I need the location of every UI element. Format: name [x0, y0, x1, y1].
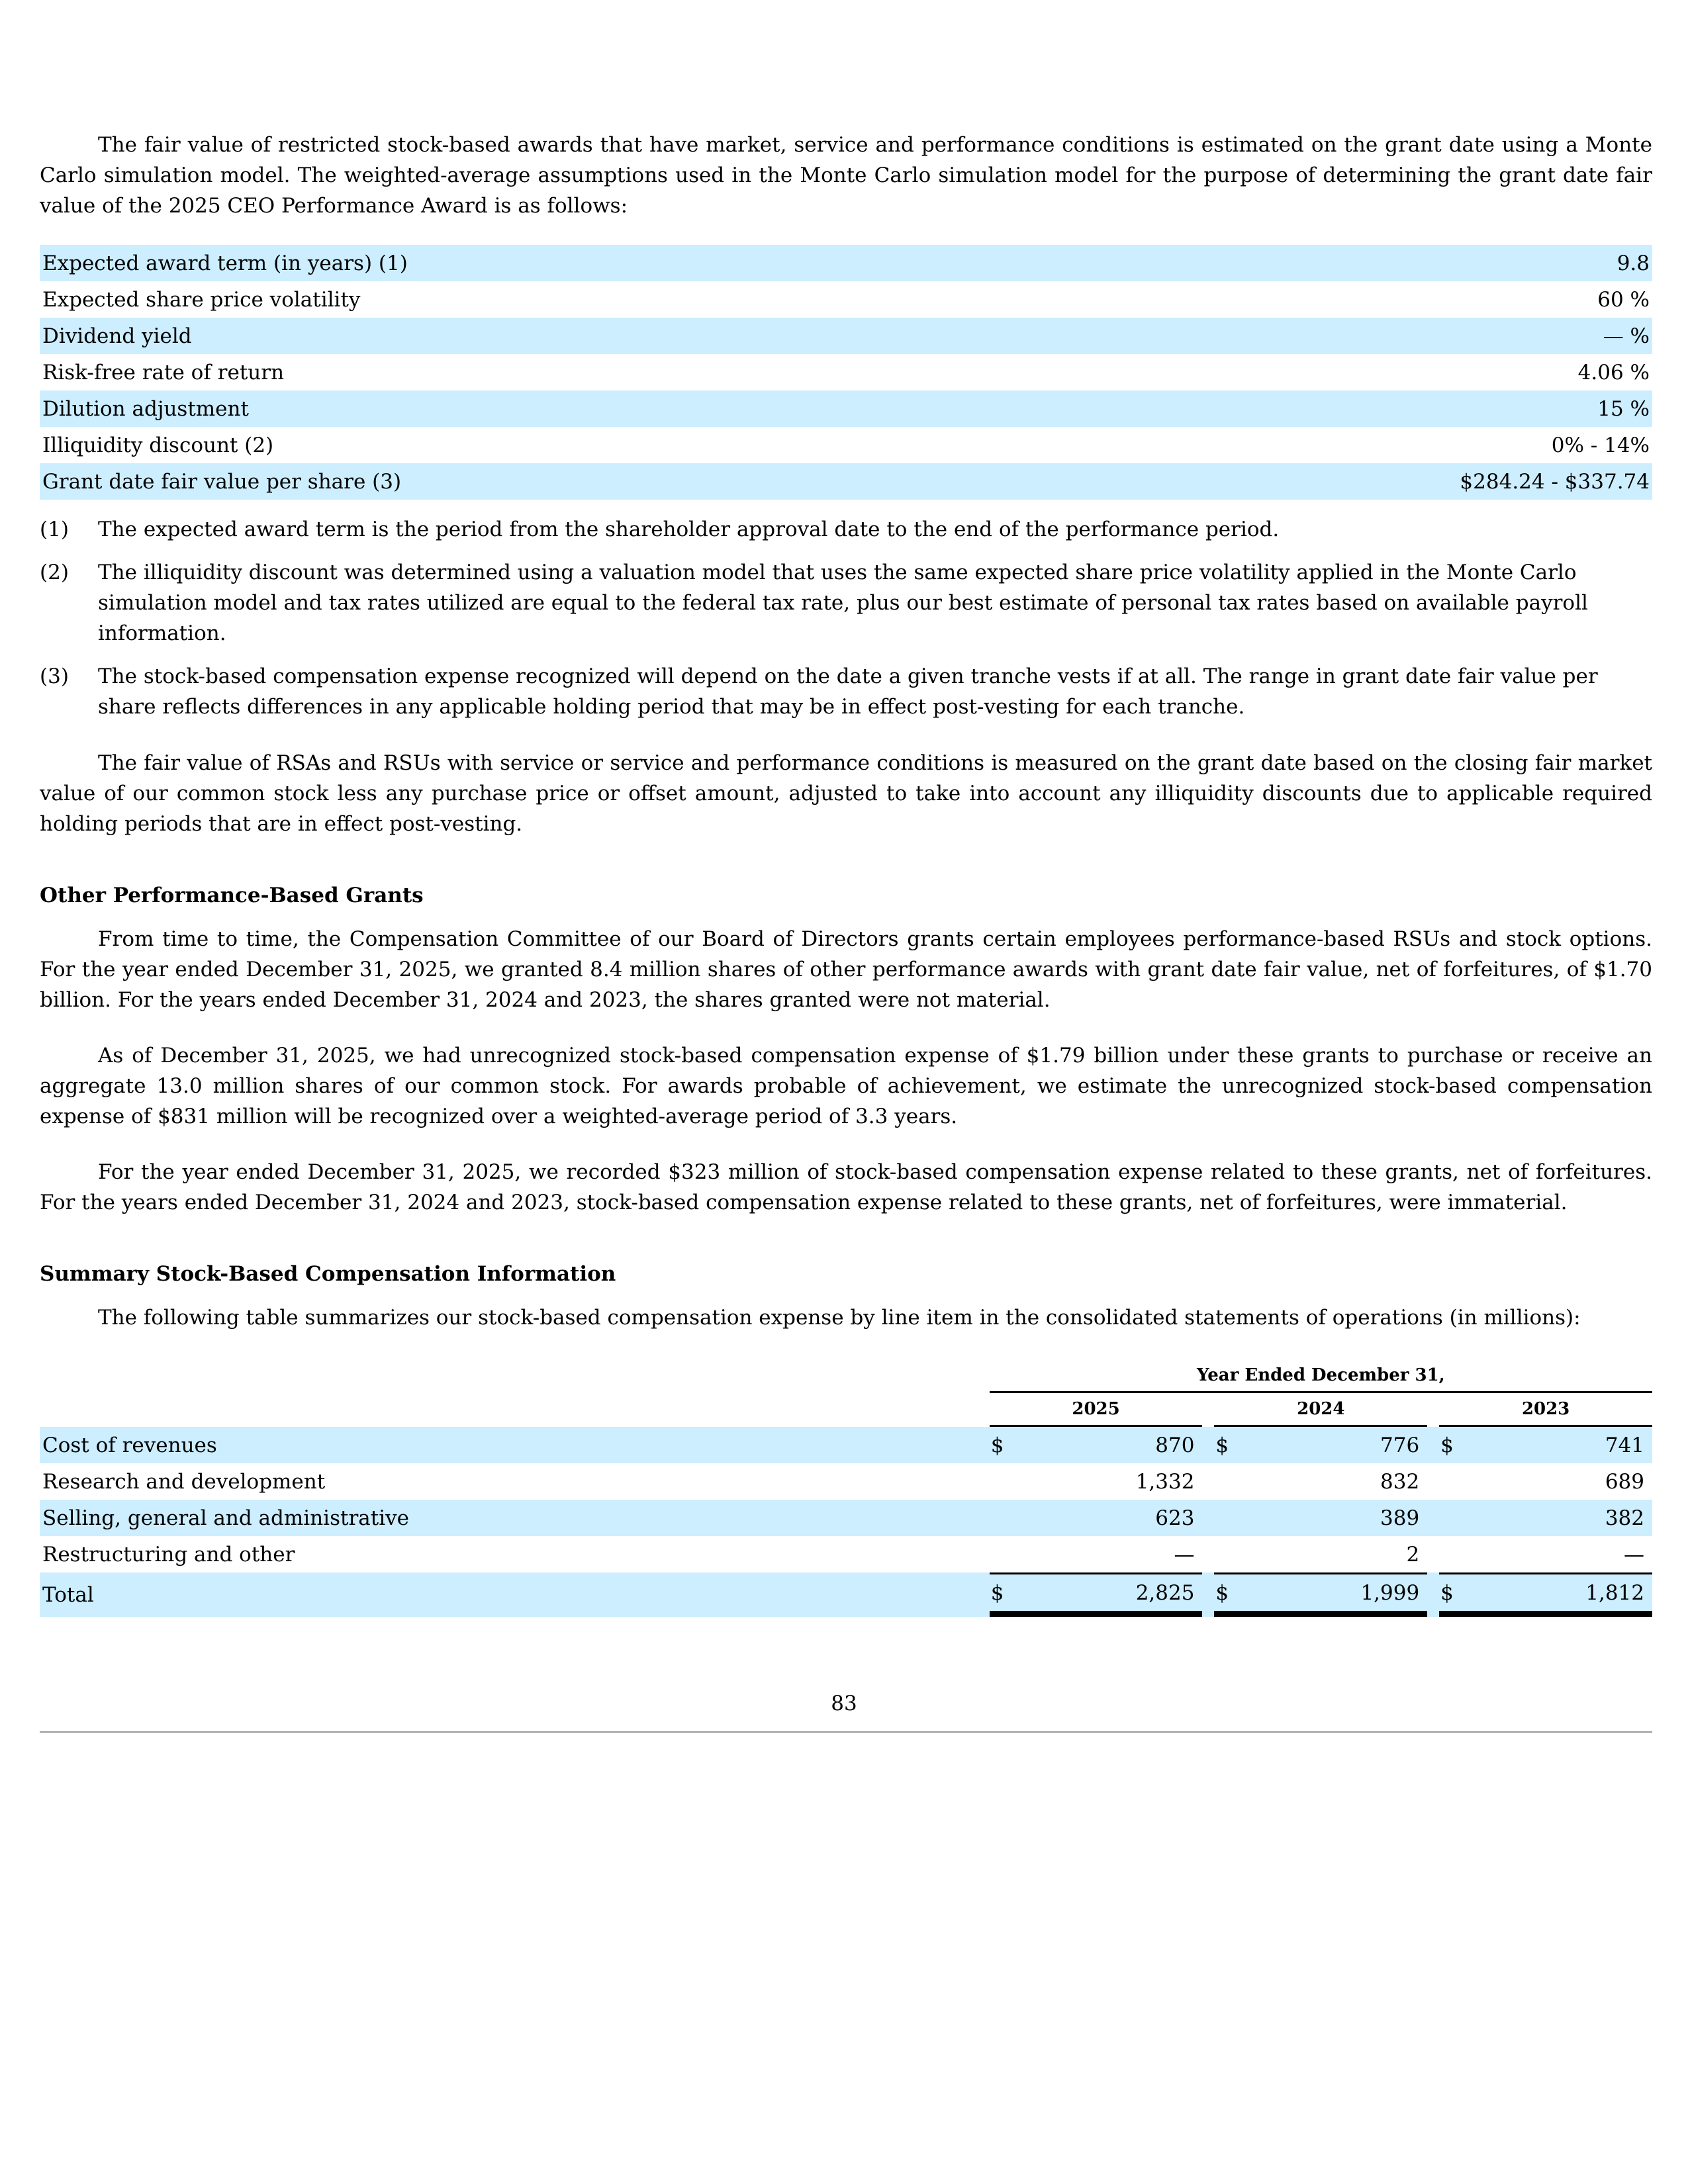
- currency-symbol: [1439, 1463, 1456, 1500]
- table-row: [40, 1427, 1652, 1463]
- document-page: [40, 130, 1652, 1617]
- cell-value: 832: [1380, 1469, 1420, 1494]
- currency-symbol: [990, 1536, 1007, 1572]
- cell-value: 382: [1456, 1500, 1652, 1536]
- row-label: Selling, general and administrative: [40, 1500, 990, 1536]
- footnote: [40, 557, 1652, 649]
- currency-symbol: $: [990, 1572, 1007, 1617]
- year-header: 2025: [990, 1393, 1203, 1427]
- footnote-text: The expected award term is the period from the shareholder approval date to the end of the performance period.: [98, 518, 1280, 541]
- period-header: Year Ended December 31,: [990, 1359, 1652, 1393]
- currency-symbol: [1214, 1463, 1231, 1500]
- table-header-row: [40, 1359, 1652, 1393]
- cell-value: 389: [1231, 1500, 1427, 1536]
- other-grants-paragraph-1: From time to time, the Compensation Committee of our Board of Directors grants certain employees performance-based RSUs and stock options. For the year ended December 31, 2025, we granted 8.4 million shares of other performance awards with grant date fair value, net of forfeitures, of $1.70 billion. For the years ended December 31, 2024 and 2023, the shares granted were not material.: [40, 927, 1652, 1012]
- summary-heading: Summary Stock-Based Compensation Information: [40, 1262, 616, 1286]
- row-label: Restructuring and other: [42, 1542, 295, 1567]
- rsa-paragraph: The fair value of RSAs and RSUs with service or service and performance conditions is measured on the grant date based on the closing fair market value of our common stock less any purchase price or offset amount, adjusted to take into account any illiquidity discounts due to applicable required holding periods that are in effect post-vesting.: [40, 751, 1652, 836]
- cell-value: 1,332: [1135, 1469, 1195, 1494]
- currency-symbol: [1439, 1500, 1456, 1536]
- assumption-value: 60 %: [1597, 287, 1650, 312]
- summary-intro: The following table summarizes our stock-based compensation expense by line item in the consolidated statements of operations (in millions):: [98, 1306, 1581, 1330]
- footnote: [40, 661, 1652, 722]
- page-number: 83: [831, 1692, 857, 1715]
- assumption-label: Dividend yield: [40, 318, 1096, 354]
- assumption-label: Grant date fair value per share (3): [40, 463, 1096, 500]
- currency-symbol: $: [990, 1427, 1007, 1463]
- assumption-value: 9.8: [1096, 245, 1652, 281]
- currency-symbol: $: [1439, 1572, 1456, 1617]
- cell-value: —: [1624, 1542, 1644, 1567]
- year-header: 2024: [1214, 1393, 1427, 1427]
- currency-symbol: [1439, 1536, 1456, 1572]
- year-header: 2023: [1439, 1393, 1652, 1427]
- assumption-value: 4.06 %: [1577, 360, 1650, 385]
- assumption-label: Expected award term (in years) (1): [40, 245, 1096, 281]
- assumption-value: 0% - 14%: [1551, 433, 1650, 457]
- intro-paragraph: The fair value of restricted stock-based awards that have market, service and performance conditions is estimated on the grant date using a Monte Carlo simulation model. The weighted-average assumptions used in the Monte Carlo simulation model for the purpose of determining the grant date fair value of the 2025 CEO Performance Award is as follows:: [40, 133, 1652, 218]
- cell-value: 2: [1406, 1542, 1420, 1567]
- cell-value: 870: [1007, 1427, 1203, 1463]
- cell-value: 1,999: [1231, 1572, 1427, 1617]
- table-row: [40, 427, 1652, 463]
- currency-symbol: $: [1439, 1427, 1456, 1463]
- assumption-value: $284.24 - $337.74: [1096, 463, 1652, 500]
- assumption-label: Illiquidity discount (2): [42, 433, 274, 457]
- table-row: [40, 354, 1652, 390]
- table-row: [40, 390, 1652, 427]
- row-label: Total: [40, 1572, 990, 1617]
- table-row: [40, 245, 1652, 281]
- footnote-text: The illiquidity discount was determined using a valuation model that uses the same expected share price volatility applied in the Monte Carlo simulation model and tax rates utilized are equal to the federal tax rate, plus our best estimate of personal tax rates based on available payroll information.: [98, 561, 1588, 645]
- row-label: Research and development: [42, 1469, 326, 1494]
- cell-value: 623: [1007, 1500, 1203, 1536]
- assumption-value: 15 %: [1096, 390, 1652, 427]
- total-row: [40, 1572, 1652, 1617]
- footer-divider: [40, 1731, 1652, 1733]
- footnote: [40, 514, 1652, 545]
- table-row: [40, 1536, 1652, 1572]
- assumption-value: — %: [1096, 318, 1652, 354]
- currency-symbol: [1214, 1536, 1231, 1572]
- currency-symbol: [990, 1500, 1007, 1536]
- footnote-number: (3): [40, 664, 69, 688]
- row-label: Cost of revenues: [40, 1427, 990, 1463]
- cell-value: 2,825: [1007, 1572, 1203, 1617]
- table-row: [40, 318, 1652, 354]
- cell-value: 741: [1456, 1427, 1652, 1463]
- assumption-label: Risk-free rate of return: [42, 360, 285, 385]
- footnote-number: (2): [40, 561, 69, 584]
- table-row: [40, 1463, 1652, 1500]
- currency-symbol: $: [1214, 1572, 1231, 1617]
- other-grants-heading: Other Performance-Based Grants: [40, 884, 424, 907]
- assumption-label: Expected share price volatility: [42, 287, 361, 312]
- footnotes: [40, 514, 1652, 722]
- table-header-row: [40, 1393, 1652, 1427]
- footnote-text: The stock-based compensation expense recognized will depend on the date a given tranche vests if at all. The range in grant date fair value per share reflects differences in any applicable holding period that may be in effect post-vesting for each tranche.: [98, 664, 1598, 719]
- footnote-number: (1): [40, 518, 69, 541]
- other-grants-paragraph-2: As of December 31, 2025, we had unrecognized stock-based compensation expense of $1.79 billion under these grants to purchase or receive an aggregate 13.0 million shares of our common stock. For awards probable of achievement, we estimate the unrecognized stock-based compensation expense of $831 million will be recognized over a weighted-average period of 3.3 years.: [40, 1044, 1652, 1128]
- cell-value: —: [1174, 1542, 1195, 1567]
- table-row: [40, 281, 1652, 318]
- table-row: [40, 1500, 1652, 1536]
- cell-value: 1,812: [1456, 1572, 1652, 1617]
- cell-value: 689: [1605, 1469, 1644, 1494]
- currency-symbol: $: [1214, 1427, 1231, 1463]
- other-grants-paragraph-3: For the year ended December 31, 2025, we recorded $323 million of stock-based compensation expense related to these grants, net of forfeitures. For the years ended December 31, 2024 and 2023, stock-based compensation expense related to these grants, net of forfeitures, were immaterial.: [40, 1160, 1652, 1214]
- table-row: [40, 463, 1652, 500]
- currency-symbol: [1214, 1500, 1231, 1536]
- compensation-expense-table: [40, 1359, 1652, 1617]
- cell-value: 776: [1231, 1427, 1427, 1463]
- assumption-label: Dilution adjustment: [40, 390, 1096, 427]
- assumptions-table: [40, 245, 1652, 500]
- currency-symbol: [990, 1463, 1007, 1500]
